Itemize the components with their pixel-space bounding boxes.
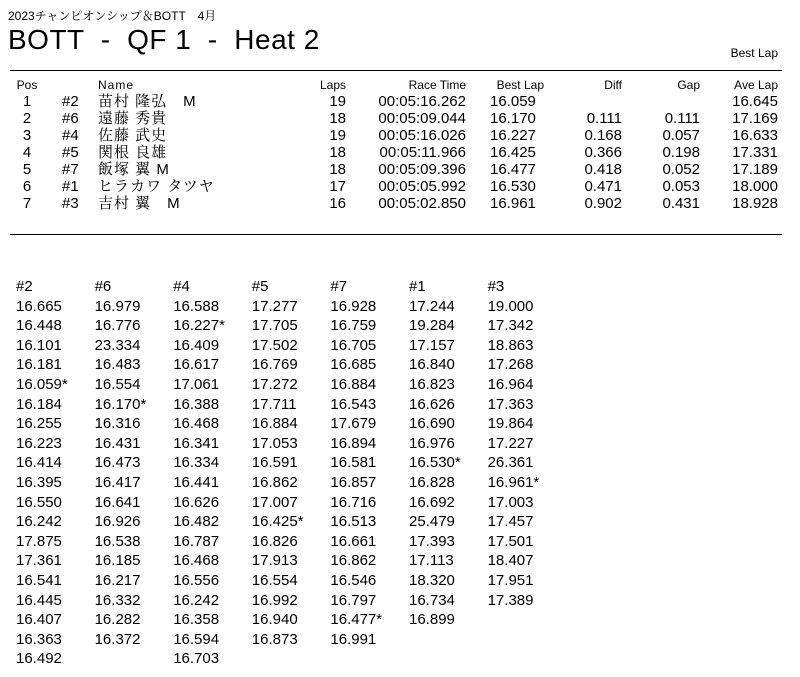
lap-time: 16.823 [409,375,455,393]
lap-time: 16.363 [16,630,62,648]
result-pos: 3 [22,127,32,144]
lap-time: 16.692 [409,493,455,511]
result-ave-lap: 18.000 [732,178,778,195]
lap-time: 16.554 [94,375,141,393]
result-diff: 0.471 [584,178,622,195]
lap-time: 16.716 [330,493,377,511]
table-row [0,178,800,195]
lap-time: 17.705 [251,317,298,335]
lap-time: 16.530* [409,454,461,472]
lap-time: 16.556 [173,571,220,589]
result-gap: 0.053 [662,178,700,195]
lap-column [488,277,568,610]
lap-time: 16.445 [16,591,62,609]
lap-column-kart: #7 [330,278,348,295]
lap-time: 16.538 [94,532,141,550]
lap-time: 16.372 [94,630,141,648]
lap-time: 16.358 [173,611,220,629]
lap-time: 16.884 [330,375,377,393]
lap-time: 17.913 [251,552,298,570]
col-header-laps: Laps [319,78,346,92]
lap-column-kart: #4 [173,278,190,295]
lap-time: 16.928 [330,297,377,315]
lap-time: 16.217 [94,571,141,589]
lap-time: 25.479 [409,513,455,531]
lap-time: 16.964 [487,375,534,393]
result-best-lap: 16.425 [490,144,536,161]
lap-time: 16.407 [16,611,62,629]
lap-time: 16.477* [330,611,383,629]
col-header-pos: Pos [16,78,38,92]
lap-time: 16.181 [16,356,62,374]
lap-time: 16.185 [94,552,141,570]
result-kart-number: #1 [62,178,79,195]
result-pos: 6 [22,178,32,195]
lap-time: 17.342 [487,317,534,335]
lap-time: 16.826 [251,532,298,550]
lap-time: 17.501 [487,532,534,550]
lap-column [330,277,410,649]
result-gap: 0.431 [662,195,700,212]
result-laps: 16 [329,195,346,212]
lap-time: 16.787 [173,532,220,550]
lap-time: 16.769 [251,356,298,374]
result-diff: 0.168 [584,127,622,144]
result-pos: 5 [22,161,32,178]
lap-time: 17.007 [251,493,298,511]
col-header-race-time: Race Time [408,78,466,92]
result-driver-name: 佐藤 武史 [98,127,168,144]
result-race-time: 00:05:09.044 [378,110,466,127]
divider-top [10,70,782,71]
lap-column [252,277,332,649]
result-ave-lap: 17.331 [732,144,778,161]
result-ave-lap: 16.645 [732,93,778,110]
result-race-time: 00:05:02.850 [378,195,466,212]
lap-time: 16.776 [94,317,141,335]
lap-time: 18.320 [409,571,455,589]
lap-time: 16.626 [409,395,455,413]
result-gap: 0.052 [662,161,700,178]
table-row [0,93,800,110]
lap-time: 16.862 [330,552,377,570]
lap-time: 17.502 [251,336,298,354]
lap-time: 23.334 [94,336,141,354]
lap-time: 16.341 [173,434,220,452]
lap-time: 17.951 [487,571,534,589]
lap-time: 16.473 [94,454,141,472]
lap-time: 16.409 [173,336,220,354]
lap-time: 16.431 [94,434,141,452]
result-best-lap: 16.170 [490,110,536,127]
lap-time: 17.003 [487,493,534,511]
lap-time: 16.483 [94,356,141,374]
lap-time: 19.864 [487,415,534,433]
result-laps: 18 [329,161,346,178]
lap-time: 16.316 [94,415,141,433]
subtitle: 2023チャンピオンシップ＆BOTT 4月 [8,9,217,23]
lap-time: 16.541 [16,571,62,589]
lap-time: 16.513 [330,513,377,531]
divider-bottom [10,234,782,235]
result-gap: 0.057 [662,127,700,144]
result-laps: 18 [329,110,346,127]
lap-time: 26.361 [487,454,534,472]
table-row [0,110,800,127]
lap-time: 17.244 [409,297,455,315]
table-row [0,144,800,161]
result-gap: 0.111 [664,110,700,127]
result-diff: 0.111 [586,110,622,127]
lap-time: 16.926 [94,513,141,531]
lap-time: 16.591 [251,454,298,472]
lap-time: 16.705 [330,336,377,354]
lap-column-kart: #1 [409,278,426,295]
lap-time: 16.685 [330,356,377,374]
lap-time: 16.665 [16,297,62,315]
col-header-best-lap: Best Lap [496,78,544,92]
lap-time: 17.268 [487,356,534,374]
col-header-gap: Gap [677,78,700,92]
result-pos: 1 [22,93,32,110]
lap-time: 16.594 [173,630,220,648]
lap-time: 16.334 [173,454,220,472]
lap-time: 16.414 [16,454,62,472]
lap-time: 16.873 [251,630,298,648]
lap-time: 16.425* [251,513,304,531]
result-gap: 0.198 [662,144,700,161]
lap-time: 16.961* [487,473,540,491]
lap-time: 16.690 [409,415,455,433]
result-kart-number: #5 [62,144,79,161]
result-ave-lap: 17.169 [732,110,778,127]
result-driver-name: 遠藤 秀貴 [98,110,168,127]
result-ave-lap: 16.633 [732,127,778,144]
result-best-lap: 16.477 [490,161,536,178]
lap-time: 16.468 [173,552,220,570]
result-kart-number: #6 [62,110,79,127]
result-pos: 4 [22,144,32,161]
result-diff: 0.902 [584,195,622,212]
lap-time: 16.641 [94,493,141,511]
col-header-name: Name [98,78,135,92]
result-best-lap: 16.530 [490,178,536,195]
result-driver-name: 関根 良雄 [98,144,168,161]
result-kart-number: #7 [62,161,79,178]
lap-time: 16.626 [173,493,220,511]
lap-time: 16.417 [94,473,141,491]
lap-time: 17.711 [251,395,297,413]
lap-time: 16.282 [94,611,141,629]
result-laps: 18 [329,144,346,161]
lap-time: 16.581 [330,454,377,472]
result-race-time: 00:05:11.966 [379,144,466,161]
lap-time: 16.101 [16,336,62,354]
lap-time: 16.976 [409,434,455,452]
lap-time: 16.059* [16,375,68,393]
lap-time: 16.797 [330,591,377,609]
lap-column [173,277,253,669]
result-race-time: 00:05:16.262 [378,93,466,110]
lap-time: 16.979 [94,297,141,315]
lap-time: 16.388 [173,395,220,413]
result-ave-lap: 18.928 [732,195,778,212]
result-kart-number: #2 [62,93,79,110]
results-table [0,78,800,212]
results-body [0,93,800,212]
lap-time: 17.053 [251,434,298,452]
col-header-diff: Diff [604,78,622,92]
result-driver-name: 飯塚 翼 M [98,161,170,178]
result-driver-name: ヒラカワ タツヤ [98,178,215,195]
result-laps: 17 [329,178,346,195]
result-best-lap: 16.059 [490,93,536,110]
lap-column [95,277,175,649]
lap-time: 16.242 [16,513,62,531]
lap-time: 16.242 [173,591,220,609]
result-best-lap: 16.961 [490,195,536,212]
lap-time: 16.332 [94,591,141,609]
lap-time: 16.554 [251,571,298,589]
lap-time: 16.617 [173,356,220,374]
lap-time: 17.277 [251,297,298,315]
lap-time: 17.061 [173,375,220,393]
lap-time: 16.223 [16,434,62,452]
result-diff: 0.418 [584,161,622,178]
table-row [0,161,800,178]
lap-time: 18.407 [487,552,534,570]
lap-time: 17.457 [487,513,534,531]
lap-time: 16.992 [251,591,298,609]
lap-time: 17.393 [409,532,455,550]
result-laps: 19 [329,93,346,110]
lap-time: 19.000 [487,297,534,315]
table-row [0,127,800,144]
table-row [0,195,800,212]
lap-time: 17.679 [330,415,377,433]
lap-column-kart: #3 [487,278,505,295]
lap-time: 16.899 [409,611,455,629]
lap-time: 17.361 [16,552,62,570]
results-header-row [0,78,800,93]
lap-time: 17.113 [409,552,454,570]
lap-time: 16.862 [251,473,298,491]
lap-time: 17.272 [251,375,298,393]
lap-time: 16.441 [173,473,220,491]
lap-time: 16.492 [16,650,62,668]
lap-time: 16.550 [16,493,62,511]
lap-time: 16.840 [409,356,455,374]
lap-time: 16.448 [16,317,62,335]
lap-column-kart: #6 [94,278,112,295]
lap-time: 17.363 [487,395,534,413]
lap-time: 16.759 [330,317,377,335]
lap-time: 17.157 [409,336,455,354]
lap-time: 16.395 [16,473,62,491]
result-best-lap: 16.227 [490,127,536,144]
result-pos: 2 [22,110,32,127]
lap-time: 16.991 [330,630,377,648]
result-driver-name: 苗村 隆弘 M [98,93,197,110]
lap-time: 16.468 [173,415,220,433]
lap-column-kart: #2 [16,278,33,295]
result-race-time: 00:05:09.396 [378,161,466,178]
lap-time: 16.894 [330,434,377,452]
result-race-time: 00:05:16.026 [378,127,466,144]
lap-time: 16.543 [330,395,377,413]
lap-time: 16.482 [173,513,220,531]
lap-time: 17.227 [487,434,534,452]
lap-time: 18.863 [487,336,534,354]
lap-time: 16.227* [173,317,225,335]
result-pos: 7 [22,195,32,212]
lap-time: 16.588 [173,297,220,315]
col-header-ave-lap: Ave Lap [734,78,778,92]
lap-column-kart: #5 [251,278,269,295]
result-race-time: 00:05:05.992 [378,178,466,195]
lap-time: 16.828 [409,473,455,491]
lap-time: 16.661 [330,532,377,550]
lap-time: 16.255 [16,415,62,433]
page-title: BOTT - QF 1 - Heat 2 [8,24,320,55]
lap-time: 16.184 [16,395,62,413]
result-kart-number: #4 [62,127,79,144]
lap-time: 17.389 [487,591,534,609]
lap-time: 16.546 [330,571,377,589]
lap-time: 16.703 [173,650,220,668]
lap-column [16,277,96,669]
lap-time: 17.875 [16,532,62,550]
lap-time: 16.884 [251,415,298,433]
lap-time: 16.734 [409,591,455,609]
result-kart-number: #3 [62,195,79,212]
best-lap-heading: Best Lap [730,46,778,60]
result-driver-name: 吉村 翼 M [98,195,181,212]
lap-time: 16.940 [251,611,298,629]
lap-time: 16.170* [94,395,147,413]
result-laps: 19 [329,127,346,144]
lap-column [409,277,489,630]
lap-time: 19.284 [409,317,455,335]
result-diff: 0.366 [584,144,622,161]
result-ave-lap: 17.189 [732,161,778,178]
lap-time: 16.857 [330,473,377,491]
